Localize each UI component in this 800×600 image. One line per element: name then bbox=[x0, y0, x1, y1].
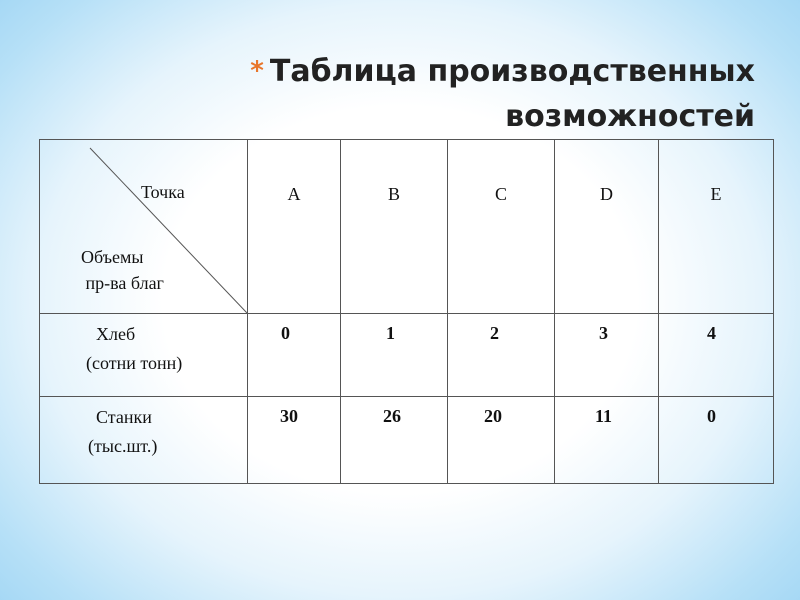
column-header-d: D bbox=[555, 140, 659, 314]
column-header-a: A bbox=[248, 140, 341, 314]
production-possibilities-table bbox=[39, 139, 774, 484]
slide-title bbox=[170, 50, 755, 139]
table-cell: 4 bbox=[659, 314, 774, 397]
table-cell: 2 bbox=[448, 314, 555, 397]
table-cell: 0 bbox=[659, 397, 774, 484]
table-row bbox=[40, 397, 774, 484]
title-line-1 bbox=[170, 50, 755, 95]
table-cell: 11 bbox=[555, 397, 659, 484]
table-cell: 20 bbox=[448, 397, 555, 484]
corner-header-cell bbox=[40, 140, 248, 314]
table-header-row bbox=[40, 140, 774, 314]
row-label-machines: Станки (тыс.шт.) bbox=[40, 397, 248, 484]
table-cell: 26 bbox=[341, 397, 448, 484]
column-header-c: C bbox=[448, 140, 555, 314]
table-row bbox=[40, 314, 774, 397]
table-cell: 0 bbox=[248, 314, 341, 397]
title-text-1: Таблица производственных bbox=[269, 54, 755, 89]
corner-point-label: Точка bbox=[141, 182, 185, 202]
table-cell: 1 bbox=[341, 314, 448, 397]
column-header-e: E bbox=[659, 140, 774, 314]
corner-volume-label bbox=[81, 244, 164, 296]
corner-volume-line-2: пр-ва благ bbox=[85, 273, 164, 293]
title-line-2: возможностей bbox=[505, 99, 755, 134]
table-cell: 3 bbox=[555, 314, 659, 397]
title-bullet: * bbox=[250, 56, 264, 86]
corner-volume-line-1: Объемы bbox=[81, 247, 144, 267]
table-cell: 30 bbox=[248, 397, 341, 484]
column-header-b: B bbox=[341, 140, 448, 314]
row-label-bread: Хлеб (сотни тонн) bbox=[40, 314, 248, 397]
